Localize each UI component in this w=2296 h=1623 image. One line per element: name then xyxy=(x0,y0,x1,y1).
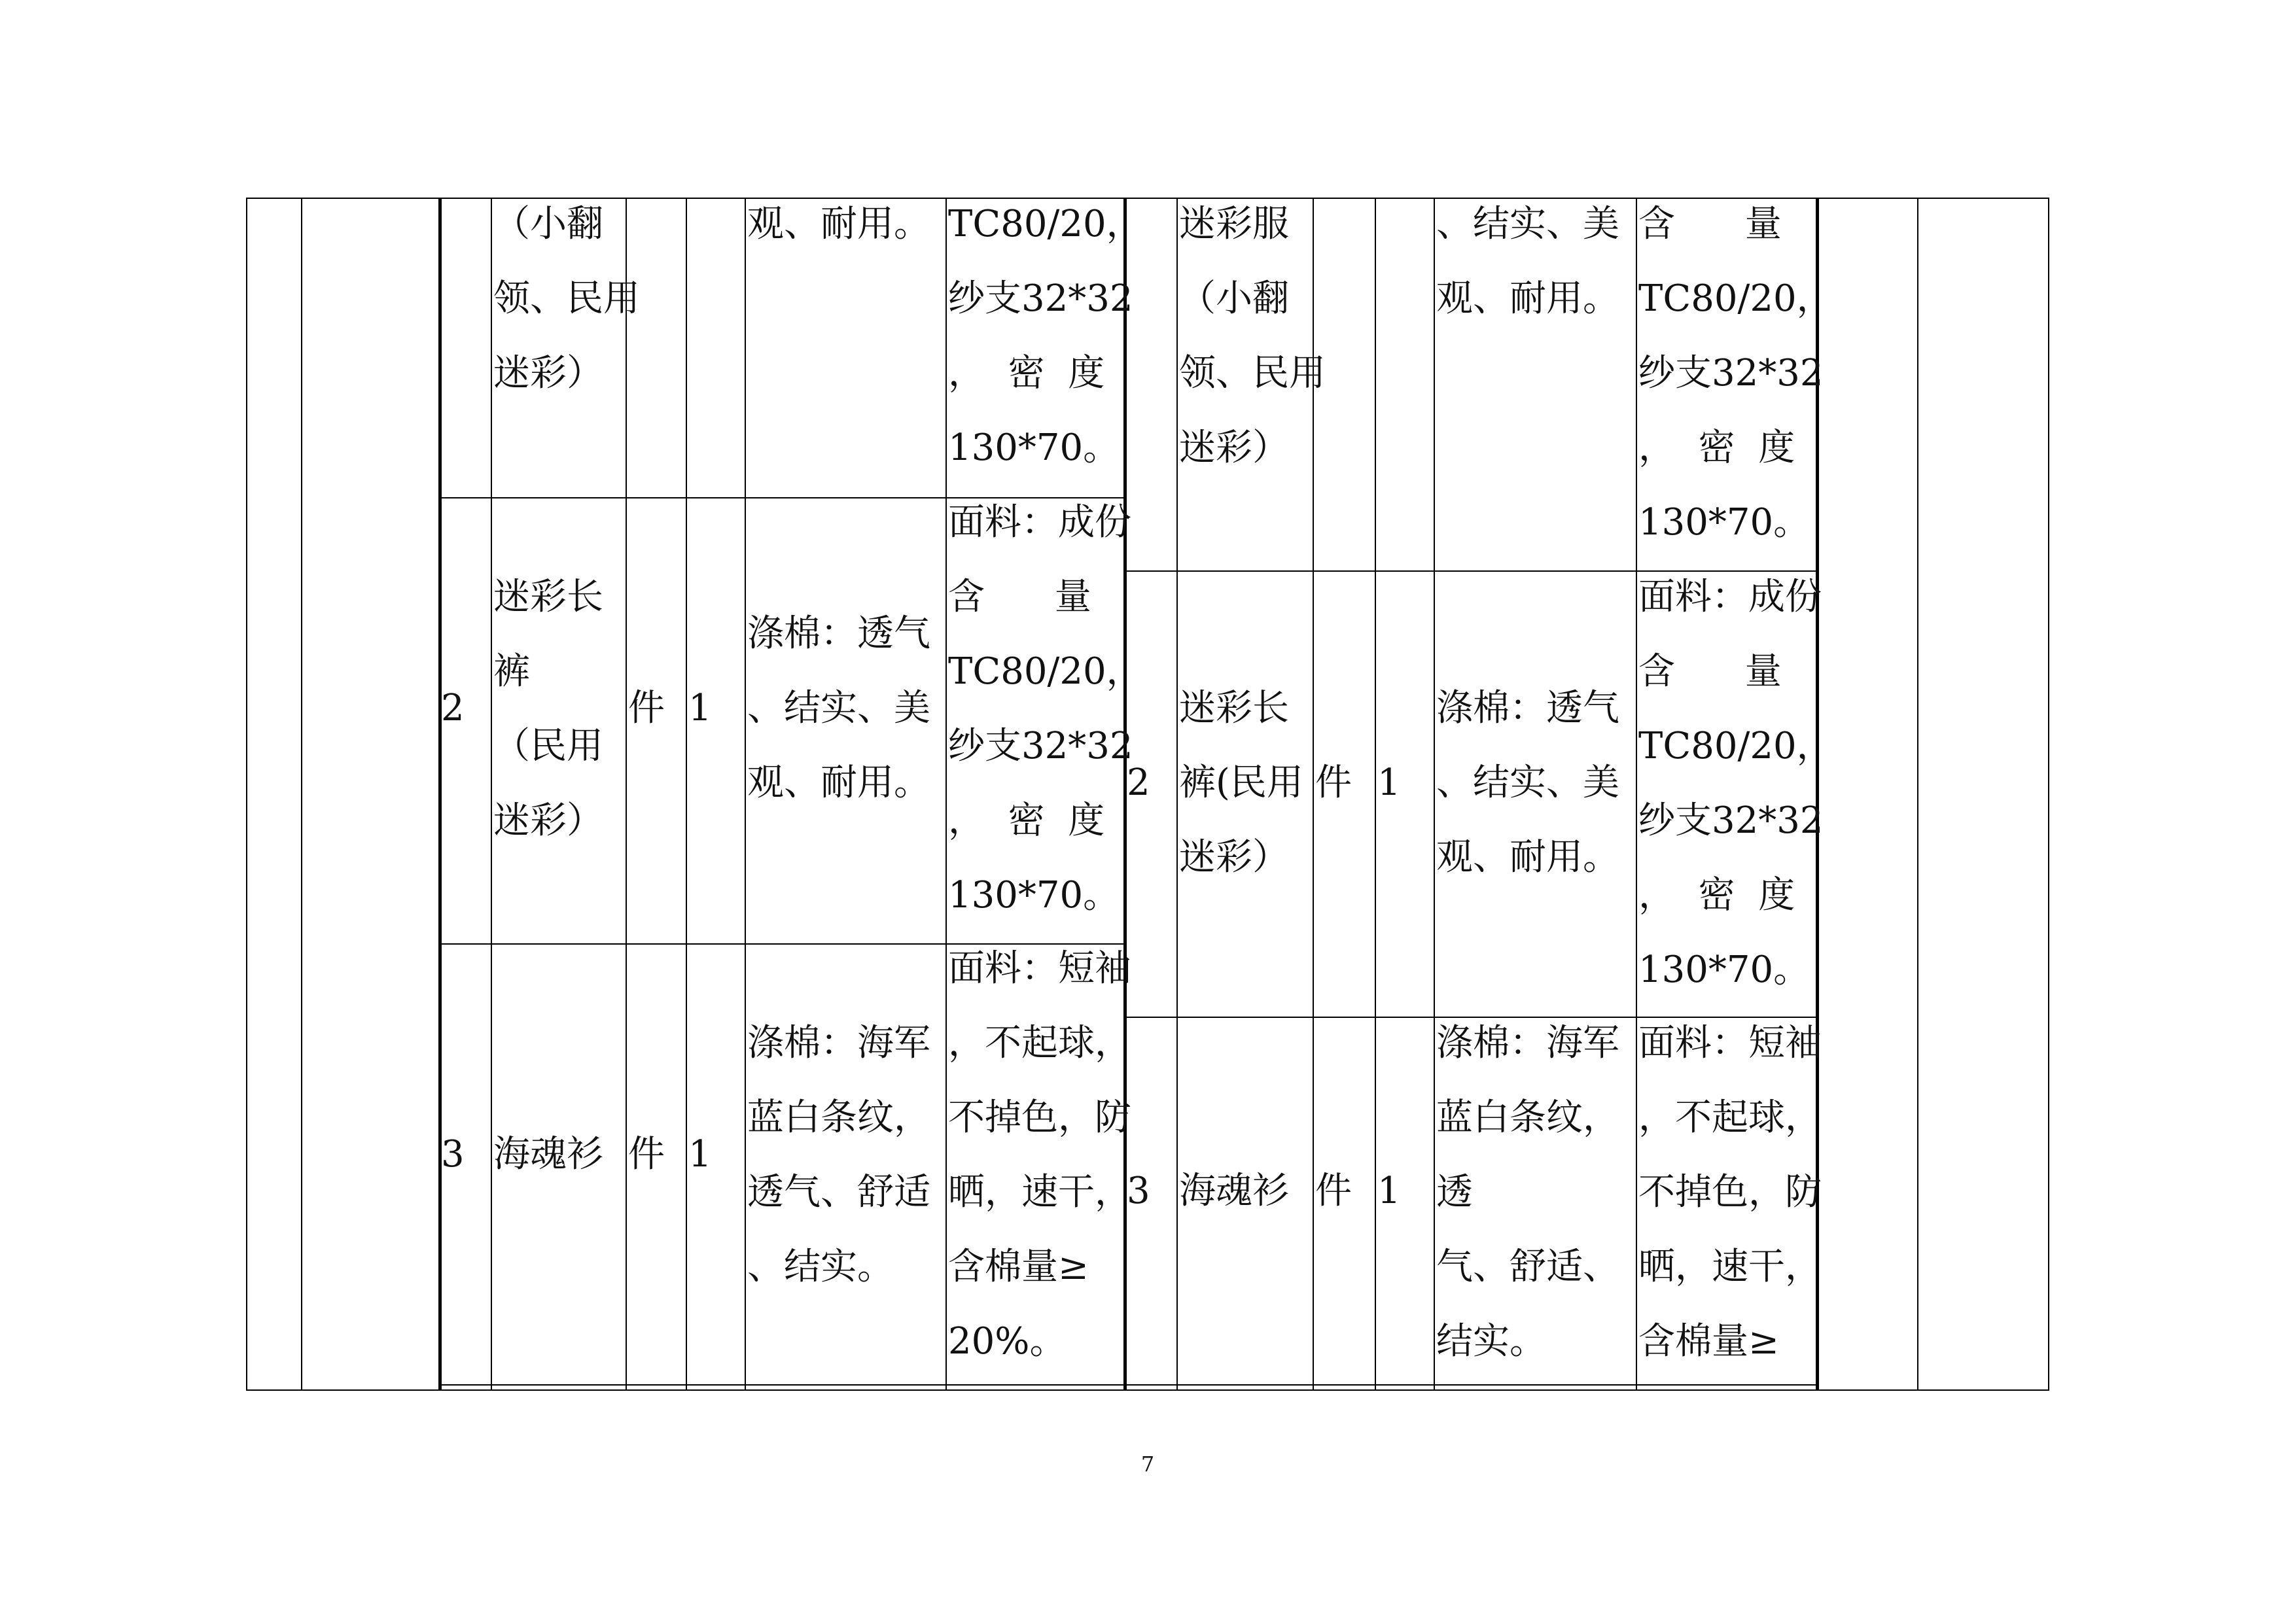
outer-col-line xyxy=(2048,198,2049,1391)
right-col-line xyxy=(1434,198,1435,1391)
right-row2-unit: 件 xyxy=(1315,761,1352,804)
left-row-line xyxy=(440,1384,1123,1386)
left-row1-spec: TC80/20， 纱支32*32 ， 密 度 130*70。 xyxy=(948,203,1143,469)
right-row3-qty: 1 xyxy=(1377,1170,1401,1212)
left-row3-no: 3 xyxy=(441,1133,465,1176)
left-row1-feature: 观、耐用。 xyxy=(747,203,930,245)
left-row2-feature: 涤棉：透气 、结实、美 观、耐用。 xyxy=(747,612,930,804)
right-col-line xyxy=(1636,198,1637,1391)
inner-table-left-border xyxy=(438,198,442,1391)
left-row2-name: 迷彩长 裤 （民用 迷彩） xyxy=(493,576,603,842)
right-row1-spec: 含 量 TC80/20， 纱支32*32 ， 密 度 130*70。 xyxy=(1638,203,1833,544)
left-row3-unit: 件 xyxy=(628,1133,665,1176)
right-row2-name: 迷彩长 裤(民用 迷彩） xyxy=(1179,687,1303,879)
left-col-line xyxy=(945,198,947,1391)
left-row3-spec: 面料：短袖 ，不起球， 不掉色，防 晒，速干， 含棉量≥ 20%。 xyxy=(948,947,1131,1363)
left-row2-unit: 件 xyxy=(628,687,665,729)
right-row2-feature: 涤棉：透气 、结实、美 观、耐用。 xyxy=(1436,687,1619,879)
right-row2-spec: 面料：成份 含 量 TC80/20， 纱支32*32 ， 密 度 130*70。 xyxy=(1638,576,1833,991)
left-row1-name: （小翻 领、民用 迷彩） xyxy=(493,203,640,394)
left-row2-no: 2 xyxy=(441,687,465,729)
right-row2-qty: 1 xyxy=(1377,761,1401,804)
left-row3-qty: 1 xyxy=(688,1133,712,1176)
right-row3-spec: 面料：短袖 ，不起球， 不掉色，防 晒，速干， 含棉量≥ xyxy=(1638,1022,1822,1363)
outer-col-line xyxy=(246,198,247,1391)
right-col-line xyxy=(1176,198,1178,1391)
left-row3-feature: 涤棉：海军 蓝白条纹， 透气、舒适 、结实。 xyxy=(747,1022,930,1288)
left-col-line xyxy=(745,198,746,1391)
left-row3-name: 海魂衫 xyxy=(493,1133,603,1176)
left-row2-qty: 1 xyxy=(688,687,712,729)
table-bottom-border xyxy=(246,1389,2049,1391)
left-col-line xyxy=(686,198,687,1391)
right-row2-no: 2 xyxy=(1127,761,1150,804)
right-row1-name: 迷彩服 （小翻 领、民用 迷彩） xyxy=(1179,203,1326,469)
right-row3-no: 3 xyxy=(1127,1170,1150,1212)
right-row3-feature: 涤棉：海军 蓝白条纹， 透 气、舒适、 结实。 xyxy=(1436,1022,1619,1363)
left-row2-spec: 面料：成份 含 量 TC80/20， 纱支32*32 ， 密 度 130*70。 xyxy=(948,501,1143,916)
page-number: 7 xyxy=(1140,1452,1155,1476)
right-row3-unit: 件 xyxy=(1315,1170,1352,1212)
right-col-line xyxy=(1375,198,1376,1391)
right-row3-name: 海魂衫 xyxy=(1179,1170,1289,1212)
right-row1-feature: 、结实、美 观、耐用。 xyxy=(1436,203,1619,320)
outer-col-line xyxy=(301,198,302,1391)
right-row-line xyxy=(1125,1384,1816,1386)
outer-col-line xyxy=(1917,198,1918,1391)
left-col-line xyxy=(491,198,492,1391)
